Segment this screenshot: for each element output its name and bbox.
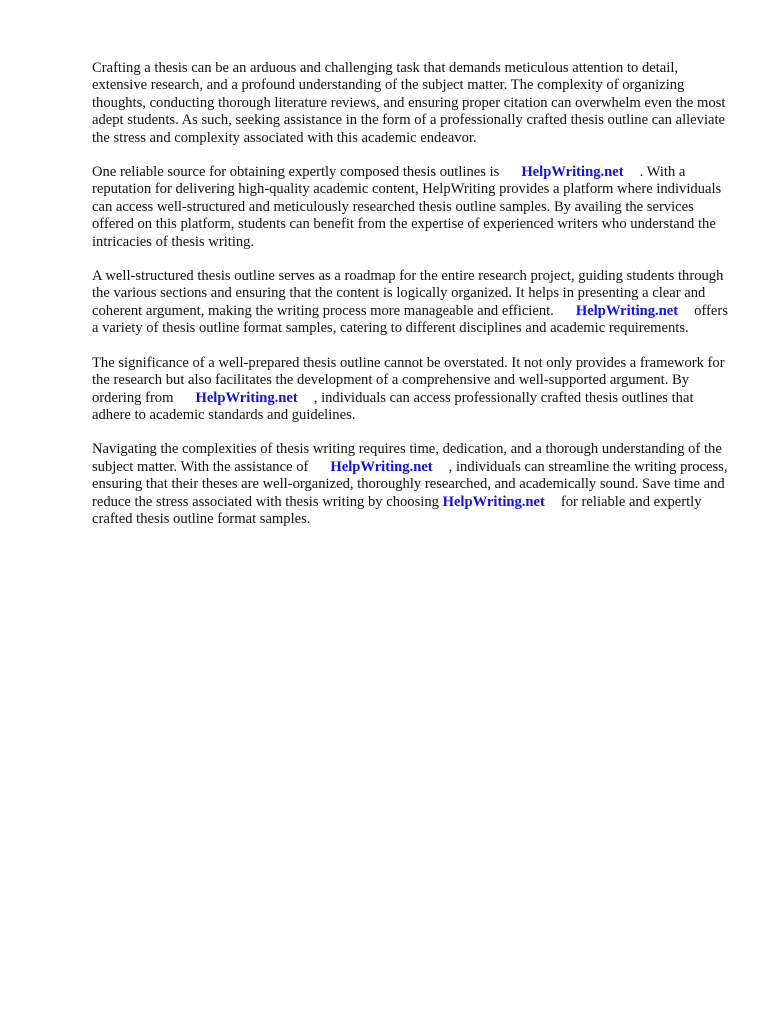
paragraph-text: for reliable and expertly crafted thesis outline format samples. xyxy=(92,493,702,527)
paragraph-text: . With a reputation for delivering high-quality academic content, HelpWriting provides a platform where individuals can access well-structured and meticulously researched thesis outline samples. By availing the services offered on this platform, students can benefit from the expertise of experienced writers who understand the intricacies of thesis writing. xyxy=(92,164,722,250)
helpwriting-link[interactable]: HelpWriting.net xyxy=(521,164,624,181)
paragraph-text: A well-structured thesis outline serves as a roadmap for the entire research project, guiding students through the various sections and ensuring that the content is logically organized. It helps in presenting a clear and coherent argument, making the writing process more manageable and efficient. xyxy=(92,268,724,319)
paragraph-text: Crafting a thesis can be an arduous and challenging task that demands meticulous attention to detail, extensive research, and a profound understanding of the subject matter. The complexity of organizing thoughts, conducting thorough literature reviews, and ensuring proper citation can overwhelm even the most adept students. As such, seeking assistance in the form of a professionally crafted thesis outline can alleviate the stress and complexity associated with this academic endeavor. xyxy=(92,60,726,146)
helpwriting-link[interactable]: HelpWriting.net xyxy=(330,458,433,475)
paragraph-text: One reliable source for obtaining expertly composed thesis outlines is xyxy=(92,164,500,181)
paragraph-text: , individuals can access professionally crafted thesis outlines that adhere to academic standards and guidelines. xyxy=(92,389,694,423)
helpwriting-link[interactable]: HelpWriting.net xyxy=(195,389,298,406)
paragraph-intro xyxy=(92,60,728,147)
paragraph-text: offers a variety of thesis outline format samples, catering to different disciplines and academic requirements. xyxy=(92,302,728,337)
paragraph-roadmap xyxy=(92,268,728,338)
paragraph-source xyxy=(92,164,728,251)
helpwriting-link[interactable]: HelpWriting.net xyxy=(442,493,545,510)
paragraph-text: Navigating the complexities of thesis writing requires time, dedication, and a thorough understanding of the subject matter. With the assistance of xyxy=(92,441,722,475)
paragraph-text: The significance of a well-prepared thesis outline cannot be overstated. It not only provides a framework for the research but also facilitates the development of a comprehensive and well-supported argument. By ordering from xyxy=(92,354,725,406)
document-body xyxy=(92,60,728,545)
paragraph-text: , individuals can streamline the writing process, ensuring that their theses are well-organized, thoroughly researched, and academically sound. Save time and reduce the stress associated with thesis writing by choosing xyxy=(92,458,728,510)
paragraph-navigating xyxy=(92,441,728,528)
paragraph-significance xyxy=(92,355,728,425)
helpwriting-link[interactable]: HelpWriting.net xyxy=(575,302,679,319)
